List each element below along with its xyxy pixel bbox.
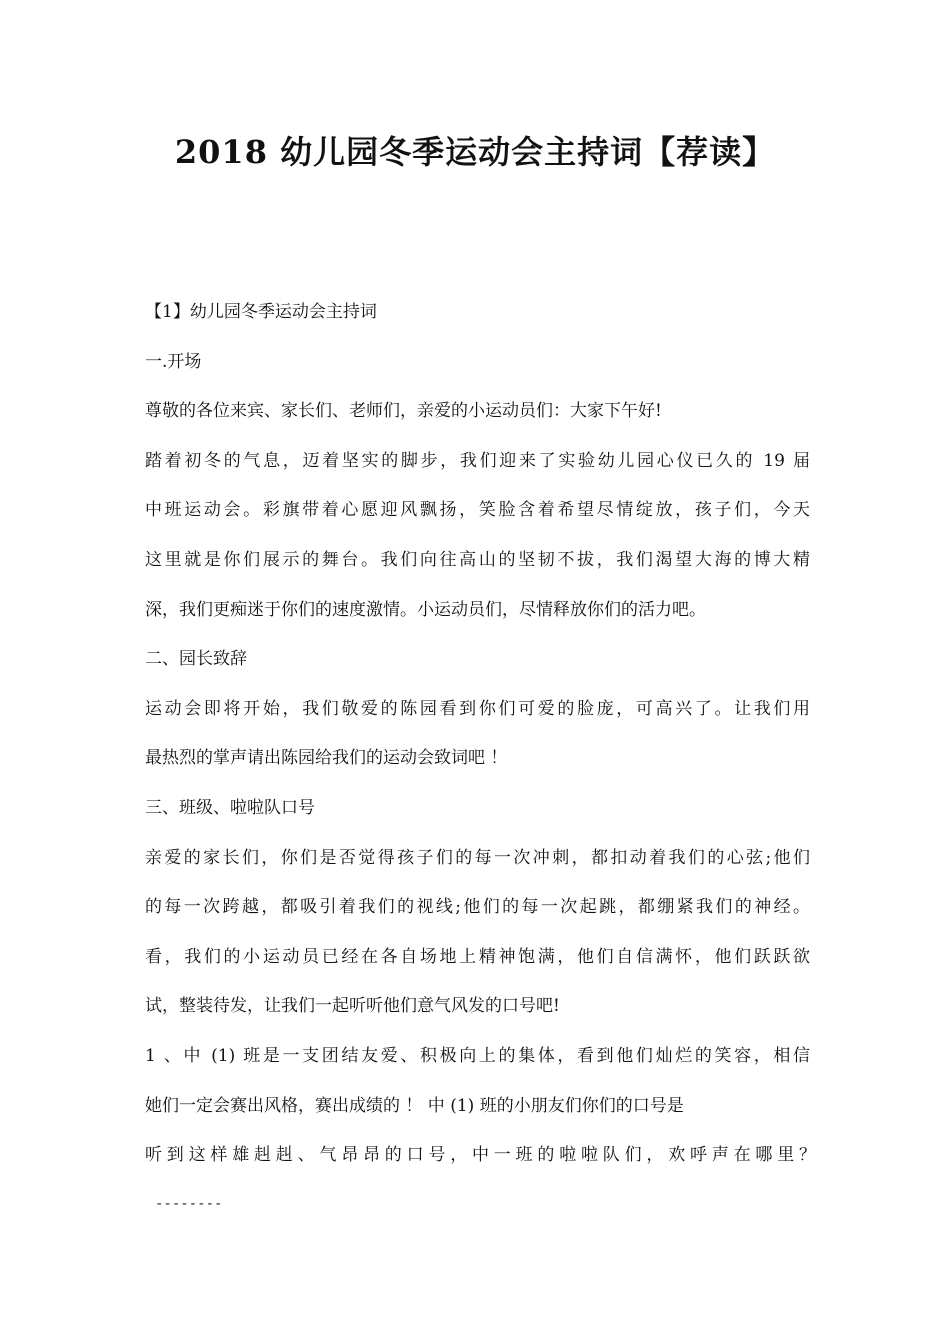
paragraph-line: 的每一次跨越，都吸引着我们的视线;他们的每一次起跳，都绷紧我们的神经。 bbox=[145, 897, 810, 918]
paragraph-line: 听到这样雄赳赳、气昂昂的口号，中一班的啦啦队们，欢呼声在哪里？ bbox=[145, 1145, 821, 1166]
section-heading: 【1】幼儿园冬季运动会主持词 bbox=[145, 302, 377, 322]
paragraph-line: 深，我们更痴迷于你们的速度激情。小运动员们，尽情释放你们的活力吧。 bbox=[145, 599, 706, 620]
document-title: 2018 幼儿园冬季运动会主持词【荐读】 bbox=[174, 133, 776, 171]
paragraph-line: 她们一定会赛出风格，赛出成绩的 ！ 中 (1) 班的小朋友们你们的口号是 bbox=[145, 1095, 684, 1116]
subsection-heading: 一.开场 bbox=[145, 351, 202, 372]
paragraph-line: 试，整装待发，让我们一起听听他们意气风发的口号吧! bbox=[145, 996, 560, 1017]
paragraph-line: 最热烈的掌声请出陈园给我们的运动会致词吧 ！ bbox=[145, 748, 508, 769]
document-body bbox=[145, 292, 821, 1185]
paragraph-line: 踏着初冬的气息，迈着坚实的脚步，我们迎来了实验幼儿园心仪已久的 19 届 bbox=[145, 450, 810, 471]
paragraph-line: 尊敬的各位来宾、家长们、老师们，亲爱的小运动员们：大家下午好! bbox=[145, 401, 662, 422]
paragraph-line: 看，我们的小运动员已经在各自场地上精神饱满，他们自信满怀，他们跃跃欲 bbox=[145, 946, 810, 967]
paragraph-line: 亲爱的家长们，你们是否觉得孩子们的每一次冲刺，都扣动着我们的心弦;他们 bbox=[145, 847, 810, 868]
separator-dashes: -------- bbox=[155, 1196, 223, 1212]
subsection-heading: 二、园长致辞 bbox=[145, 649, 247, 670]
paragraph-line: 1 、中 (1) 班是一支团结友爱、积极向上的集体，看到他们灿烂的笑容，相信 bbox=[145, 1045, 810, 1066]
subsection-heading: 三、班级、啦啦队口号 bbox=[145, 797, 315, 818]
paragraph-line: 中班运动会。彩旗带着心愿迎风飘扬，笑脸含着希望尽情绽放，孩子们，今天 bbox=[145, 500, 810, 521]
paragraph-line: 运动会即将开始，我们敬爱的陈园看到你们可爱的脸庞，可高兴了。让我们用 bbox=[145, 698, 810, 719]
paragraph-line: 这里就是你们展示的舞台。我们向往高山的坚韧不拔，我们渴望大海的博大精 bbox=[145, 549, 810, 570]
